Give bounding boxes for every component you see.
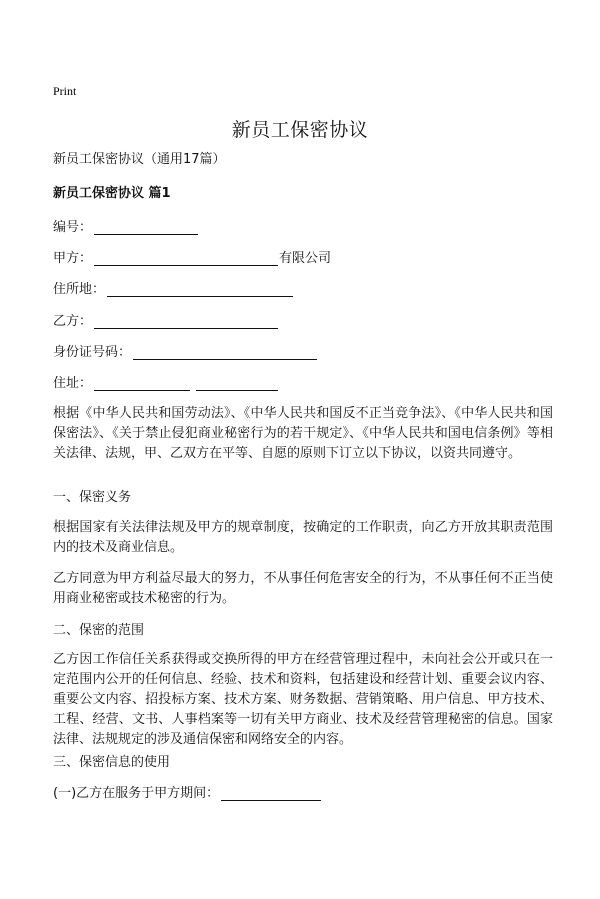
address-label: 住址： bbox=[53, 376, 93, 391]
id-label: 身份证号码： bbox=[53, 345, 132, 360]
document-subtitle: 新员工保密协议（通用17篇） bbox=[53, 152, 226, 167]
paragraph-scope: 乙方因工作信任关系获得或交换所得的甲方在经营管理过程中，未向社会公开或只在一定范围内公开的任何信息、经验、技术和资料，包括建设和经营计划、重要会议内容、重要公文内容、招投标方案、技术方案、财务数据、营销策略、用户信息、甲方技术、工程、经营、文书、人事档案等一切有关甲方商业、技术及经营管理秘密的信息。国家法律、法规规定的涉及通信保密和网络安全的内容。 bbox=[53, 652, 553, 747]
heading-information-use: 三、保密信息的使用 bbox=[53, 755, 171, 770]
party-b-field-row bbox=[53, 313, 278, 331]
party-b-label: 乙方： bbox=[53, 314, 93, 329]
service-period-blank bbox=[221, 786, 321, 801]
service-period-label: (一)乙方在服务于甲方期间： bbox=[53, 786, 220, 801]
number-blank bbox=[94, 220, 198, 235]
section-heading: 新员工保密协议 篇1 bbox=[53, 186, 171, 201]
number-field-row bbox=[53, 219, 198, 237]
residence-blank bbox=[107, 282, 293, 297]
paragraph-obligation-2: 乙方同意为甲方利益尽最大的努力，不从事任何危害安全的行为，不从事任何不正当使用商业秘密或技术秘密的行为。 bbox=[53, 571, 553, 606]
intro-paragraph: 根据《中华人民共和国劳动法》、《中华人民共和国反不正当竞争法》、《中华人民共和国保密法》、《关于禁止侵犯商业秘密行为的若干规定》、《中华人民共和国电信条例》等相关法律、法规，甲、乙双方在平等、自愿的原则下订立以下协议，以资共同遵守。 bbox=[53, 406, 553, 461]
id-blank bbox=[133, 345, 317, 360]
party-a-label: 甲方： bbox=[53, 251, 93, 266]
residence-field-row bbox=[53, 281, 293, 299]
address-field-row bbox=[53, 375, 278, 393]
residence-label: 住所地： bbox=[53, 282, 106, 297]
heading-confidentiality-scope: 二、保密的范围 bbox=[53, 623, 145, 638]
page-title: 新员工保密协议 bbox=[231, 119, 369, 141]
party-a-suffix: 有限公司 bbox=[279, 251, 332, 266]
print-link[interactable]: Print bbox=[53, 84, 77, 98]
paragraph-obligation-1: 根据国家有关法律法规及甲方的规章制度，按确定的工作职责，向乙方开放其职责范围内的技术及商业信息。 bbox=[53, 520, 553, 555]
number-label: 编号： bbox=[53, 220, 93, 235]
service-period-row bbox=[53, 785, 321, 803]
address-blank-2 bbox=[196, 376, 278, 391]
party-b-blank bbox=[94, 314, 278, 329]
address-blank-1 bbox=[94, 376, 190, 391]
party-a-blank bbox=[94, 251, 278, 266]
heading-confidentiality-obligation: 一、保密义务 bbox=[53, 490, 132, 505]
party-a-field-row bbox=[53, 250, 331, 268]
id-field-row bbox=[53, 344, 317, 362]
